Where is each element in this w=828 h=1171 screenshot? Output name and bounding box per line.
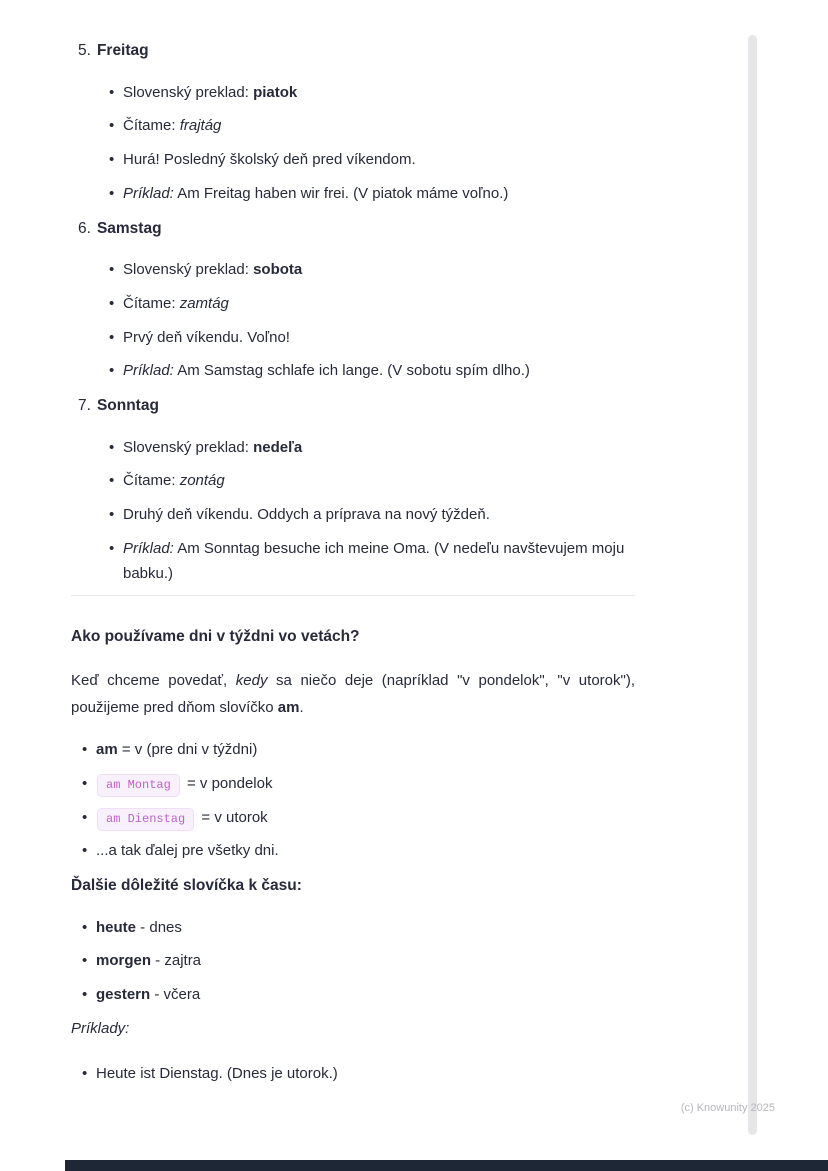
day-heading: [78, 216, 635, 242]
bullet-item: [81, 983, 635, 1008]
bullet-item: [108, 359, 635, 384]
text-segment: = v (pre dni v týždni): [117, 741, 258, 758]
scrollbar[interactable]: [748, 35, 757, 1135]
bullet-item: [81, 949, 635, 974]
text-segment: = v utorok: [197, 808, 268, 826]
day-number: 7.: [78, 397, 91, 415]
bullet-item: [108, 182, 635, 207]
text-segment: Heute ist Dienstag. (Dnes je utorok.): [96, 1064, 338, 1082]
day-name: Samstag: [96, 219, 162, 237]
text-segment: - dnes: [136, 918, 182, 936]
text-segment: nedeľa: [253, 438, 303, 456]
bullet-item: [108, 148, 635, 173]
day-bullet-list: [108, 436, 635, 587]
text-segment: Príklad:: [123, 362, 174, 380]
text-segment: Hurá! Posledný školský deň pred víkendom.: [123, 151, 416, 169]
text-segment: sa niečo deje (napríklad "v pondelok", "v utorok"), použijeme pred dňom slovíčko: [71, 672, 635, 716]
text-segment: zontág: [179, 472, 225, 490]
bullet-item: [81, 1062, 635, 1087]
day-heading: [78, 38, 635, 64]
day-name: Freitag: [96, 42, 149, 59]
day-heading: [78, 393, 635, 419]
text-segment: Prvý deň víkendu. Voľno!: [123, 328, 290, 346]
usage-heading: Ako používame dni v týždni vo vetách?: [71, 628, 360, 646]
text-segment: Čítame:: [123, 294, 180, 312]
text-segment: Am Sonntag besuche ich meine Oma. (V nedeľu navštevujem moju babku.): [123, 539, 625, 582]
bullet-item: [108, 114, 635, 139]
day-bullet-list: [108, 258, 635, 384]
text-segment: Príklad:: [123, 539, 174, 557]
time-words-section: [71, 873, 635, 1086]
text-segment: Čítame:: [123, 117, 180, 135]
text-segment: Am Freitag haben wir frei. (V piatok máme voľno.): [173, 184, 509, 202]
text-segment: Slovenský preklad:: [123, 438, 254, 456]
text-segment: Čítame:: [123, 472, 180, 490]
bullet-item: [108, 326, 635, 351]
bullet-item: [81, 916, 635, 941]
text-segment: am: [96, 741, 118, 758]
bullet-item: [108, 537, 635, 587]
text-segment: Druhý deň víkendu. Oddych a príprava na nový týždeň.: [123, 506, 490, 524]
text-segment: Slovenský preklad:: [123, 83, 254, 101]
time-words-heading: Ďalšie dôležité slovíčka k času:: [71, 877, 302, 894]
bullet-item: [108, 81, 635, 106]
day-section-freitag: [71, 38, 635, 207]
inline-code-chip: am Montag: [97, 774, 180, 797]
usage-section: [71, 624, 635, 864]
inline-code-chip: am Dienstag: [97, 808, 194, 831]
text-segment: frajtág: [179, 117, 222, 135]
usage-paragraph: [71, 667, 635, 721]
text-segment: Keď chceme povedať,: [71, 672, 236, 689]
text-segment: sobota: [253, 261, 303, 279]
time-words-bullet-list: [81, 916, 635, 1008]
usage-bullet-list: [81, 738, 635, 864]
text-segment: - včera: [150, 986, 201, 1004]
bullet-item: [81, 806, 635, 831]
text-segment: kedy: [235, 672, 268, 689]
bullet-item: [108, 469, 635, 494]
text-segment: Slovenský preklad:: [123, 261, 254, 279]
examples-bullet-list: [81, 1062, 635, 1087]
day-section-sonntag: [71, 393, 635, 586]
text-segment: gestern: [96, 986, 151, 1004]
text-segment: heute: [96, 918, 137, 936]
bullet-item: [108, 258, 635, 283]
text-segment: .: [299, 699, 304, 716]
day-name: Sonntag: [96, 397, 159, 415]
text-segment: morgen: [96, 952, 152, 970]
section-divider: [71, 595, 635, 596]
text-segment: piatok: [253, 83, 298, 101]
text-segment: zamtág: [179, 294, 229, 312]
day-bullet-list: [108, 81, 635, 207]
day-section-samstag: [71, 216, 635, 385]
text-segment: = v pondelok: [182, 774, 273, 792]
bullet-item: [81, 772, 635, 797]
day-number: 5.: [78, 42, 91, 59]
text-segment: - zajtra: [151, 952, 202, 970]
watermark-credit: (c) Knowunity 2025: [680, 1102, 775, 1114]
bullet-item: [81, 738, 635, 763]
text-segment: ...a tak ďalej pre všetky dni.: [96, 842, 279, 860]
bullet-item: [108, 292, 635, 317]
document-page: [71, 38, 635, 1095]
bullet-item: [81, 839, 635, 864]
text-segment: Am Samstag schlafe ich lange. (V sobotu spím dlho.): [173, 362, 530, 380]
bullet-item: [108, 436, 635, 461]
day-number: 6.: [78, 219, 91, 237]
page-bottom-bar: [65, 1160, 828, 1171]
bullet-item: [108, 503, 635, 528]
examples-label: Príklady:: [71, 1019, 130, 1037]
text-segment: am: [277, 699, 300, 716]
text-segment: Príklad:: [123, 184, 174, 202]
